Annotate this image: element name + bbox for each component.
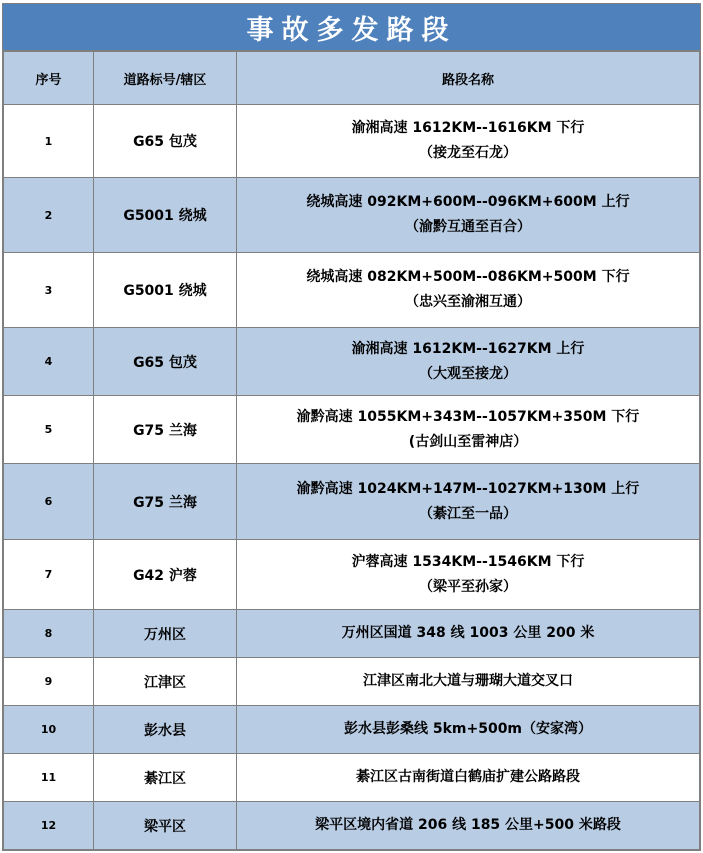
table-row [4,754,700,802]
cell-segment [237,253,700,328]
cell-segment: 万州区国道 348 线 1003 公里 200 米 [237,610,700,658]
header-road: 道路标号/辖区 [94,52,237,105]
cell-road: 万州区 [94,610,237,658]
cell-segment [237,328,700,396]
cell-road: 彭水县 [94,706,237,754]
cell-seq: 5 [4,396,94,464]
cell-seq: 10 [4,706,94,754]
cell-road: G5001 绕城 [94,253,237,328]
cell-road: G5001 绕城 [94,178,237,253]
header-segment: 路段名称 [237,52,700,105]
cell-seq: 1 [4,105,94,178]
segment-line2: （綦江至一品） [419,505,517,522]
segment-line1: 渝黔高速 1024KM+147M--1027KM+130M 上行 [296,480,640,497]
accident-table-sheet [2,3,701,851]
segment-line1: 渝湘高速 1612KM--1627KM 上行 [351,340,585,357]
cell-road: 梁平区 [94,802,237,850]
table-row [4,396,700,464]
accident-table [3,51,700,850]
cell-road: G75 兰海 [94,396,237,464]
cell-road: G75 兰海 [94,464,237,540]
cell-seq: 12 [4,802,94,850]
cell-segment [237,464,700,540]
cell-segment: 梁平区境内省道 206 线 185 公里+500 米路段 [237,802,700,850]
segment-line1: 渝湘高速 1612KM--1616KM 下行 [351,120,585,136]
segment-line1: 沪蓉高速 1534KM--1546KM 下行 [351,553,585,570]
table-row [4,178,700,253]
cell-road: G65 包茂 [94,328,237,396]
table-row [4,464,700,540]
table-row [4,610,700,658]
cell-segment [237,105,700,178]
cell-segment: 江津区南北大道与珊瑚大道交叉口 [237,658,700,706]
cell-seq: 8 [4,610,94,658]
segment-line2: （忠兴至渝湘互通） [405,294,531,310]
table-row [4,658,700,706]
table-title: 事故多发路段 [3,4,700,51]
cell-road: 綦江区 [94,754,237,802]
cell-seq: 9 [4,658,94,706]
segment-line2: （大观至接龙） [419,365,517,382]
cell-seq: 6 [4,464,94,540]
segment-line1: 绕城高速 092KM+600M--096KM+600M 上行 [306,194,630,210]
table-row [4,253,700,328]
segment-line1: 绕城高速 082KM+500M--086KM+500M 下行 [306,269,630,285]
table-row [4,328,700,396]
cell-segment: 彭水县彭桑线 5km+500m（安家湾） [237,706,700,754]
cell-segment [237,396,700,464]
cell-road: G65 包茂 [94,105,237,178]
cell-seq: 3 [4,253,94,328]
header-row [4,52,700,105]
cell-road: 江津区 [94,658,237,706]
cell-seq: 4 [4,328,94,396]
segment-line2: （接龙至石龙） [419,145,517,161]
segment-line2: (古剑山至雷神店） [408,433,528,450]
cell-segment [237,540,700,610]
segment-line2: （梁平至孙家） [419,578,517,595]
table-row [4,802,700,850]
cell-seq: 2 [4,178,94,253]
cell-seq: 11 [4,754,94,802]
segment-line1: 渝黔高速 1055KM+343M--1057KM+350M 下行 [296,408,640,425]
cell-road: G42 沪蓉 [94,540,237,610]
table-row [4,540,700,610]
table-row [4,105,700,178]
header-seq: 序号 [4,52,94,105]
cell-seq: 7 [4,540,94,610]
cell-segment: 綦江区古南街道白鹤庙扩建公路路段 [237,754,700,802]
segment-line2: （渝黔互通至百合） [405,219,531,235]
cell-segment [237,178,700,253]
table-row [4,706,700,754]
